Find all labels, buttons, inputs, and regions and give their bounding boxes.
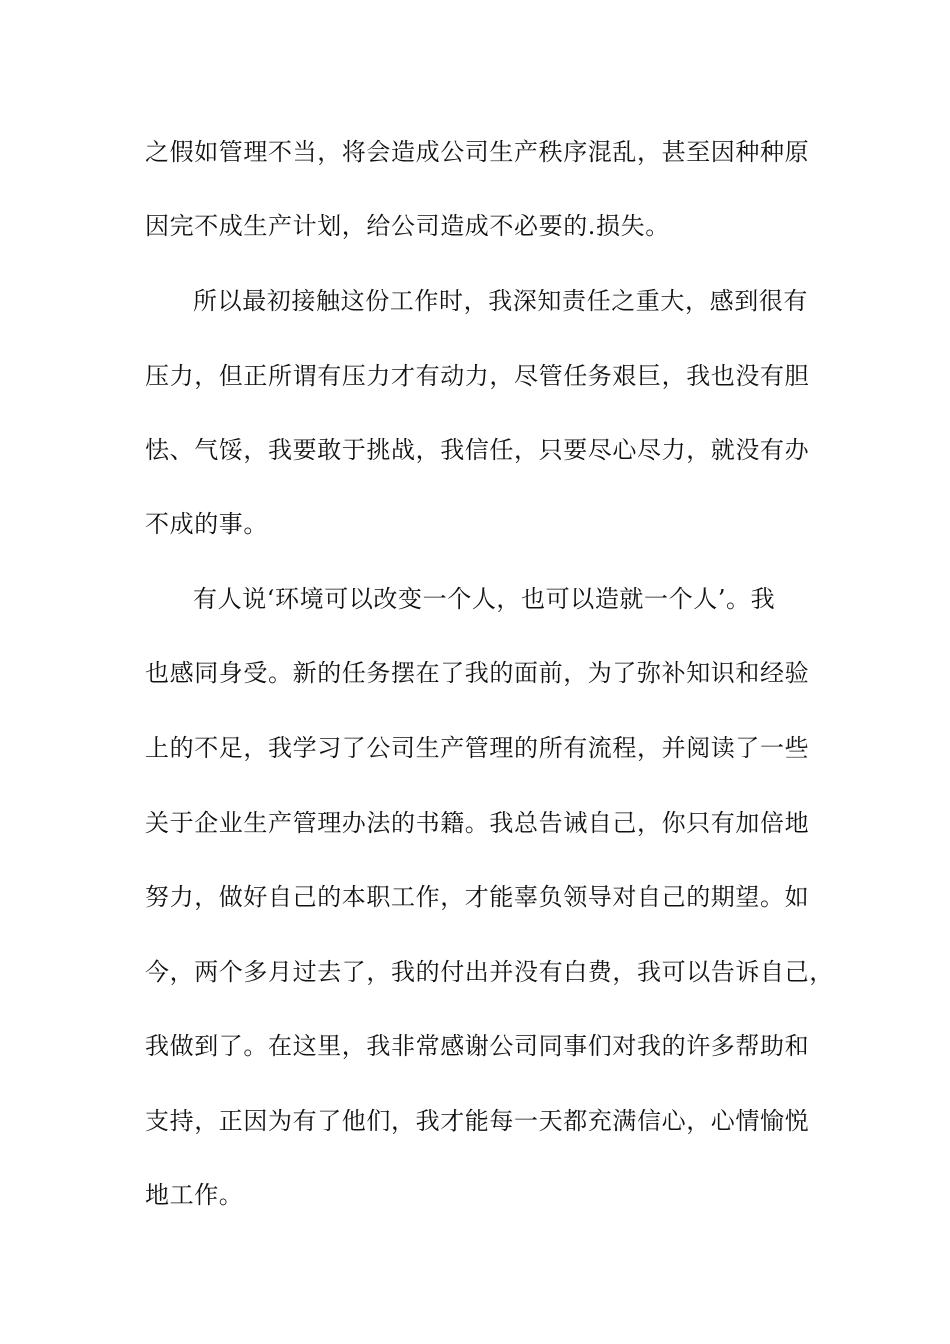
text-line: 不成的事。: [145, 510, 268, 538]
text-line: 上的不足，我学习了公司生产管理的所有流程，并阅读了一些: [145, 734, 810, 762]
text-line: 也感同身受。新的任务摆在了我的面前，为了弥补知识和经验: [145, 659, 810, 687]
text-line: 努力，做好自己的本职工作，才能辜负领导对自己的期望。如: [145, 883, 810, 911]
text-line: 支持，正因为有了他们，我才能每一天都充满信心，心情愉悦: [145, 1107, 810, 1135]
text-line: 今，两个多月过去了，我的付出并没有白费，我可以告诉自己，: [145, 958, 834, 986]
text-line: 我做到了。在这里，我非常感谢公司同事们对我的许多帮助和: [145, 1032, 810, 1060]
text-line: 怯、气馁，我要敢于挑战，我信任，只要尽心尽力，就没有办: [145, 436, 810, 464]
text-line: 压力，但正所谓有压力才有动力，尽管任务艰巨，我也没有胆: [145, 362, 810, 390]
text-line: 地工作。: [145, 1181, 244, 1209]
text-line: 因完不成生产计划，给公司造成不必要的.损失。: [145, 212, 670, 240]
paragraph-start-line: 有人说‘环境可以改变一个人，也可以造就一个人’。我: [193, 585, 776, 613]
text-line: 关于企业生产管理办法的书籍。我总告诫自己，你只有加倍地: [145, 809, 810, 837]
text-line: 之假如管理不当，将会造成公司生产秩序混乱，甚至因种种原: [145, 138, 810, 166]
paragraph-start-line: 所以最初接触这份工作时，我深知责任之重大，感到很有: [193, 287, 808, 315]
